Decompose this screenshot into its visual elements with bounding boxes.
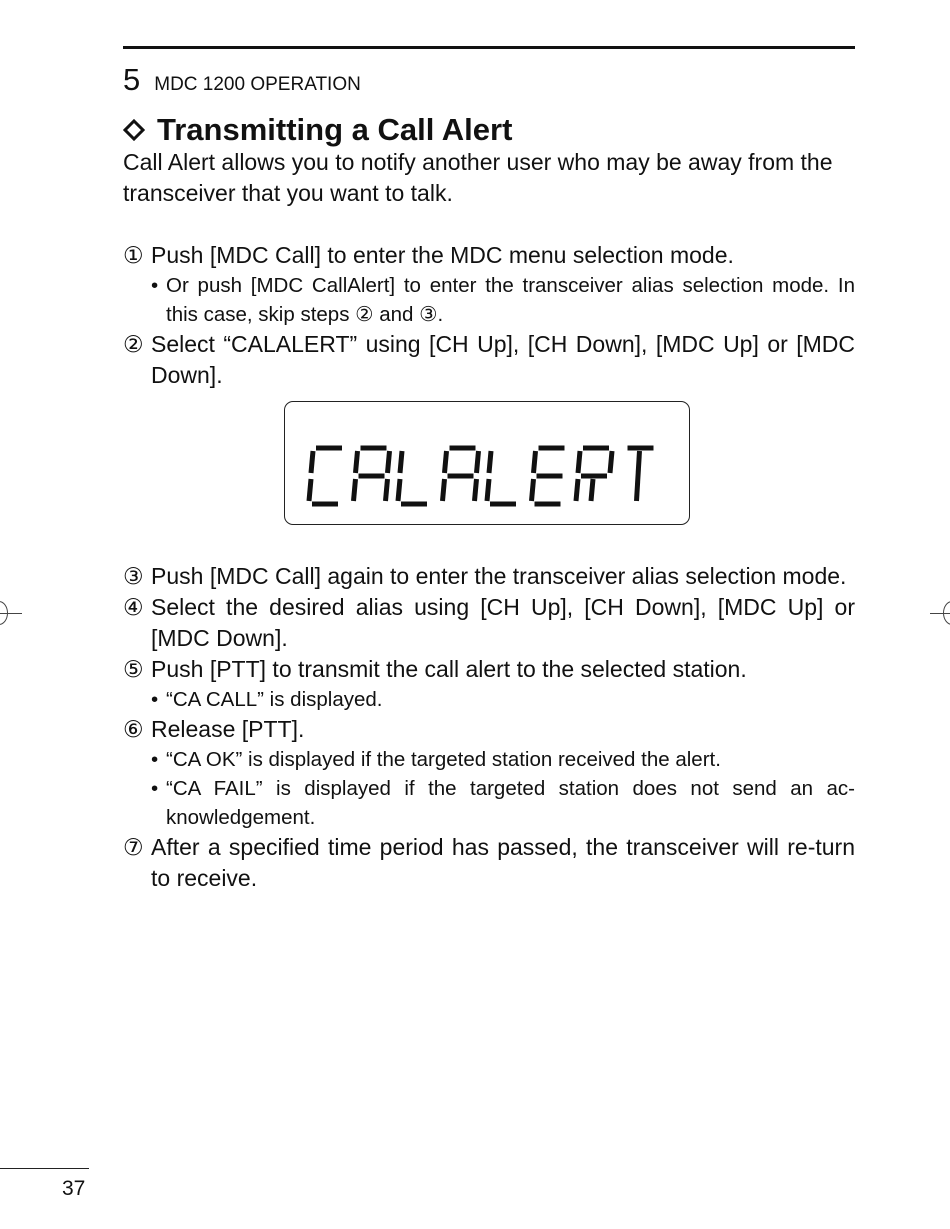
diamond-icon: [123, 119, 145, 141]
chapter-header: [123, 62, 361, 98]
bullet-dot: •: [151, 274, 159, 297]
lcd-char-3-segment: [400, 451, 402, 473]
lcd-char-5-segment: [487, 479, 489, 501]
step-note: [123, 271, 855, 329]
lcd-char-5-segment: [489, 451, 491, 473]
step-text: Push [MDC Call] again to enter the transceiver alias selection mode.: [151, 563, 847, 589]
lcd-char-1-segment: [309, 479, 311, 501]
step-item: [123, 329, 855, 391]
steps-list-part-2: [123, 561, 855, 894]
step-text: Push [MDC Call] to enter the MDC menu selection mode.: [151, 242, 734, 268]
step-number: ⑦: [123, 834, 144, 860]
step-note: [123, 745, 855, 774]
steps-list-part-1: [123, 240, 855, 391]
lcd-char-8-segment: [637, 451, 640, 501]
section-heading: [123, 110, 863, 150]
step-number: ③: [123, 563, 144, 589]
registration-line-right: [930, 613, 950, 614]
step-number: ②: [123, 331, 144, 357]
step-item: [123, 561, 855, 592]
step-item: [123, 714, 855, 745]
section-title: Transmitting a Call Alert: [157, 112, 513, 147]
lcd-char-6-segment: [534, 451, 536, 473]
lcd-char-2-segment: [386, 479, 388, 501]
lcd-char-6-segment: [532, 479, 534, 501]
step-item: [123, 832, 855, 894]
step-text: Select “CALALERT” using [CH Up], [CH Down], [MDC Up] or [MDC Down].: [151, 331, 855, 388]
lcd-char-3-segment: [398, 479, 400, 501]
bullet-dot: •: [151, 748, 159, 771]
step-item: [123, 592, 855, 654]
lcd-char-1-segment: [311, 451, 313, 473]
step-note-text: “CA OK” is displayed if the targeted station received the alert.: [166, 748, 721, 771]
lcd-char-7-segment: [591, 479, 593, 501]
step-number: ④: [123, 594, 144, 620]
intro-paragraph: Call Alert allows you to notify another user who may be away from the transceiver that you want to talk.: [123, 149, 833, 206]
step-item: [123, 654, 855, 685]
step-note-text: Or push [MDC CallAlert] to enter the transceiver alias selection mode. In this case, skip steps ② and ③.: [166, 274, 855, 326]
footer-rule: [0, 1168, 89, 1169]
step-number: ⑤: [123, 656, 144, 682]
lcd-char-4-segment: [477, 451, 479, 473]
page-number: 37: [62, 1177, 86, 1200]
step-note-text: “CA FAIL” is displayed if the targeted station does not send an ac-knowledgement.: [166, 777, 855, 829]
header-rule: [123, 46, 855, 49]
lcd-char-7-segment: [578, 451, 580, 473]
step-text: Release [PTT].: [151, 716, 305, 742]
step-note-text: “CA CALL” is displayed.: [166, 688, 383, 711]
lcd-char-4-segment: [443, 479, 445, 501]
step-item: [123, 240, 855, 271]
lcd-char-2-segment: [356, 451, 358, 473]
registration-line-left: [0, 613, 22, 614]
bullet-dot: •: [151, 688, 159, 711]
lcd-segment-text: [285, 402, 691, 526]
chapter-number: 5: [123, 62, 141, 97]
step-text: Push [PTT] to transmit the call alert to the selected station.: [151, 656, 747, 682]
chapter-title: MDC 1200 OPERATION: [154, 74, 361, 95]
step-text: After a specified time period has passed, the transceiver will re-turn to receive.: [151, 834, 855, 891]
lcd-char-7-segment: [610, 451, 612, 473]
step-number: ①: [123, 242, 144, 268]
step-number: ⑥: [123, 716, 144, 742]
step-note: [123, 685, 855, 714]
lcd-char-2-segment: [388, 451, 390, 473]
step-note: [123, 774, 855, 832]
lcd-char-4-segment: [445, 451, 447, 473]
bullet-dot: •: [151, 777, 159, 800]
lcd-char-4-segment: [475, 479, 477, 501]
lcd-display: [284, 401, 690, 525]
step-text: Select the desired alias using [CH Up], [CH Down], [MDC Up] or [MDC Down].: [151, 594, 855, 651]
lcd-char-2-segment: [354, 479, 356, 501]
lcd-char-7-segment: [576, 479, 578, 501]
